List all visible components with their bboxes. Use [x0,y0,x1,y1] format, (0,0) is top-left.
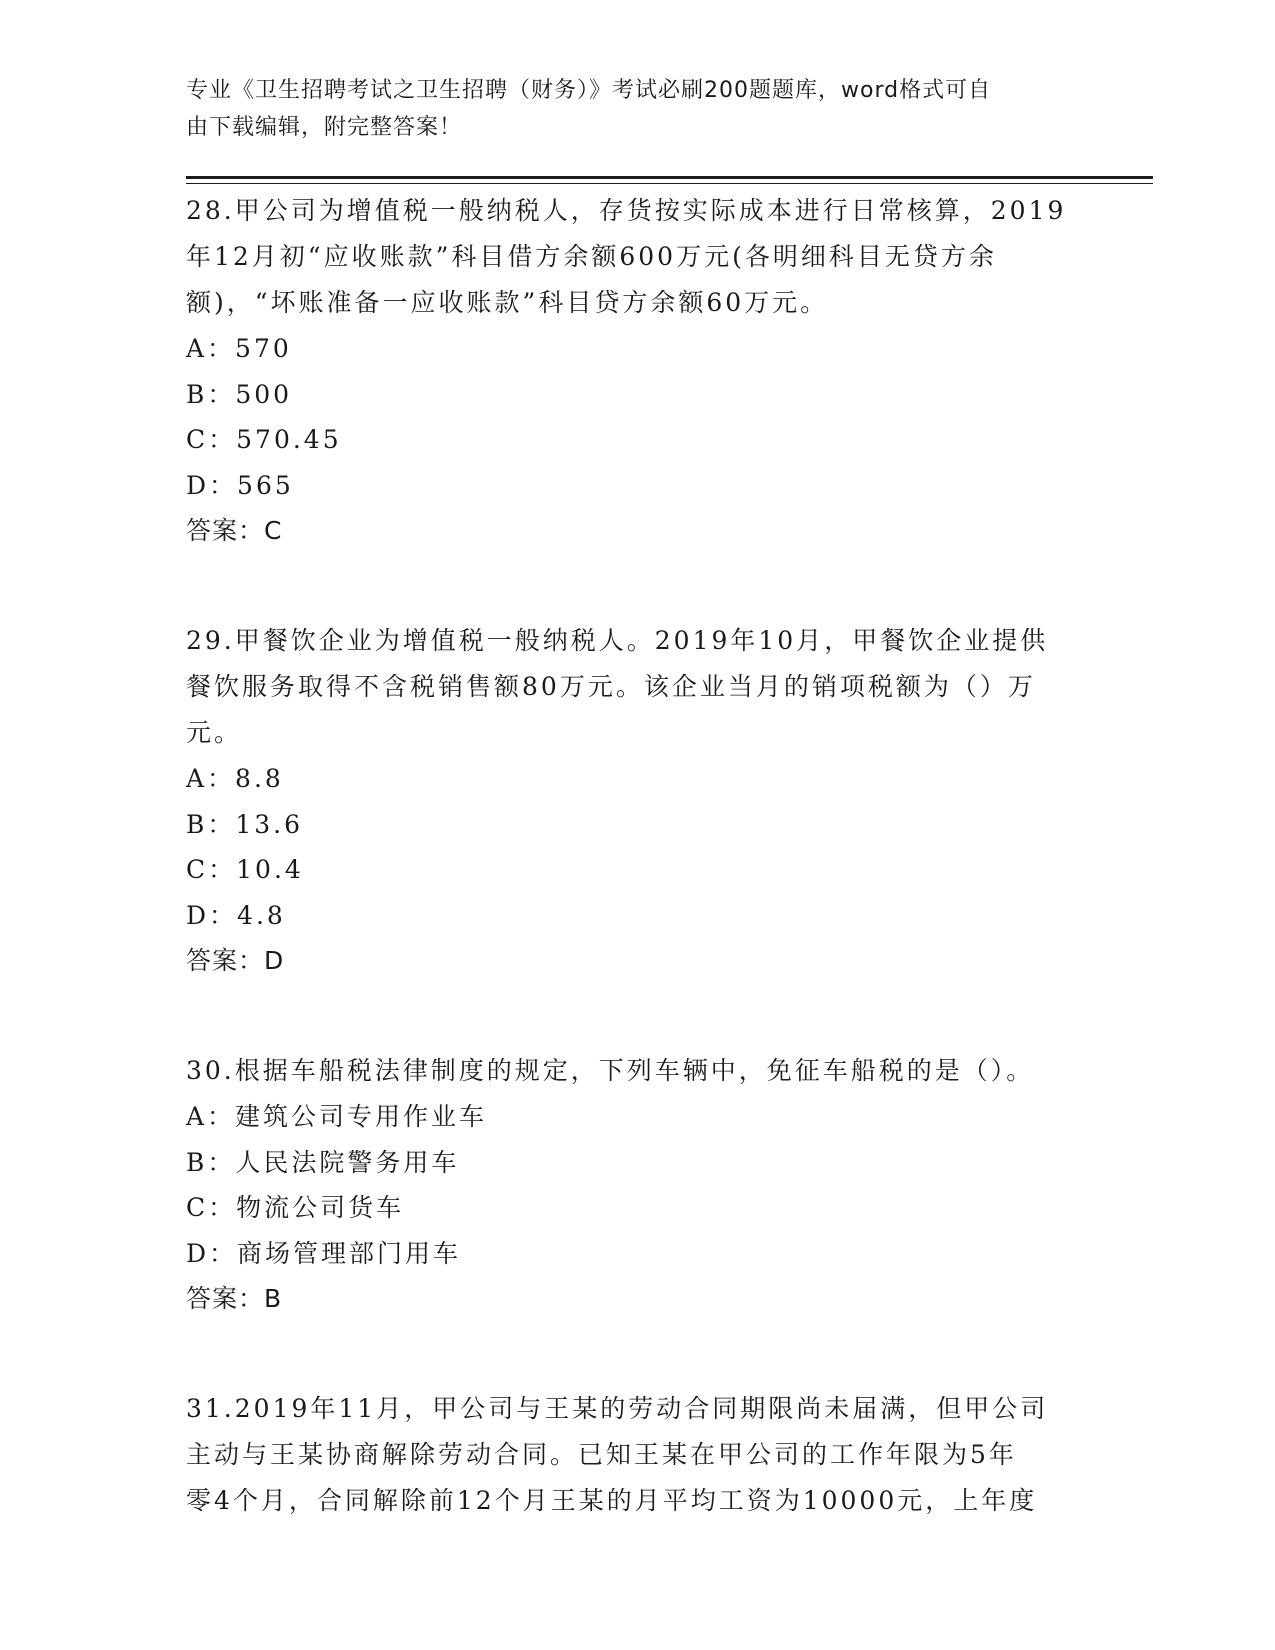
question-spacer [186,554,1086,618]
question-stem-line: 主动与王某协商解除劳动合同。已知王某在甲公司的工作年限为5年 [186,1440,1017,1469]
question-30 [186,1048,1086,1322]
question-stem-line: 31.2019年11月，甲公司与王某的劳动合同期限尚未届满，但甲公司 [186,1394,1049,1423]
option-c: C：570.45 [186,425,342,454]
question-stem-line: 年12月初“应收账款”科目借方余额600万元(各明细科目无贷方余 [186,242,997,271]
option-a: A：8.8 [186,764,284,793]
question-spacer [186,984,1086,1048]
header-line-2: 由下载编辑，附完整答案！ [186,115,463,140]
answer-line: 答案：C [186,516,283,545]
question-stem-line: 餐饮服务取得不含税销售额80万元。该企业当月的销项税额为（）万 [186,672,1036,701]
header-divider-thin [186,183,1153,184]
option-c: C：10.4 [186,855,304,884]
answer-line: 答案：D [186,946,285,975]
answer-line: 答案：B [186,1284,283,1313]
question-29 [186,618,1086,984]
option-d: D：商场管理部门用车 [186,1238,462,1268]
question-stem-line: 元。 [186,718,243,747]
option-a: A：570 [186,334,292,363]
option-c: C：物流公司货车 [186,1193,405,1222]
question-31 [186,1386,1086,1524]
option-d: D：4.8 [186,900,286,930]
header-divider-thick [186,176,1153,179]
option-d: D：565 [186,470,294,500]
option-b: B：13.6 [186,809,304,839]
question-stem-line: 30.根据车船税法律制度的规定，下列车辆中，免征车船税的是（）。 [186,1056,1035,1085]
document-header [186,72,1066,146]
option-b: B：人民法院警务用车 [186,1147,460,1177]
option-b: B：500 [186,379,293,409]
header-line-1: 专业《卫生招聘考试之卫生招聘（财务）》考试必刷200题题库，word格式可自 [186,78,992,103]
question-stem-line: 28.甲公司为增值税一般纳税人，存货按实际成本进行日常核算，2019 [186,196,1067,225]
question-28 [186,188,1086,554]
question-spacer [186,1322,1086,1386]
question-stem-line: 零4个月，合同解除前12个月王某的月平均工资为10000元，上年度 [186,1486,1038,1515]
question-list [186,188,1086,1524]
question-stem-line: 29.甲餐饮企业为增值税一般纳税人。2019年10月，甲餐饮企业提供 [186,626,1049,655]
option-a: A：建筑公司专用作业车 [186,1102,488,1131]
question-stem-line: 额)，“坏账准备一应收账款”科目贷方余额60万元。 [186,288,829,317]
